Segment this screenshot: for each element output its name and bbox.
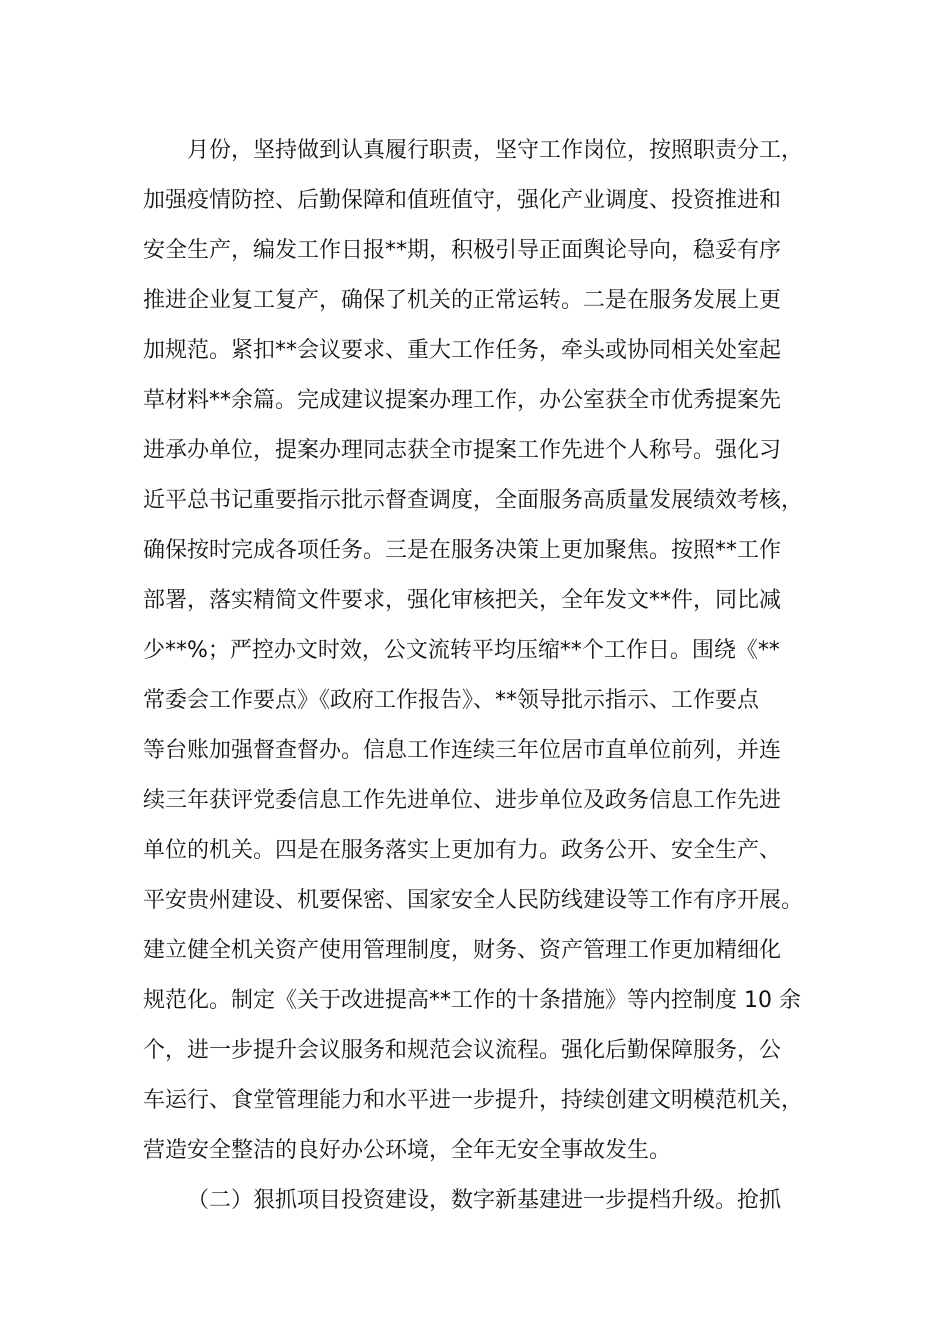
paragraph-line: 月份，坚持做到认真履行职责，坚守工作岗位，按照职责分工， bbox=[187, 138, 804, 163]
paragraph-line: 平安贵州建设、机要保密、国家安全人民防线建设等工作有序开展。 bbox=[143, 888, 804, 913]
paragraph-line: 部署，落实精简文件要求，强化审核把关，全年发文**件，同比减 bbox=[143, 588, 782, 613]
paragraph-line: 车运行、食堂管理能力和水平进一步提升，持续创建文明模范机关， bbox=[143, 1088, 804, 1113]
paragraph-line: 加规范。紧扣**会议要求、重大工作任务，牵头或协同相关处室起 bbox=[143, 338, 782, 363]
paragraph-line: 单位的机关。四是在服务落实上更加有力。政务公开、安全生产、 bbox=[143, 838, 782, 863]
paragraph-line: 加强疫情防控、后勤保障和值班值守，强化产业调度、投资推进和 bbox=[143, 188, 782, 213]
paragraph-line: 规范化。制定《关于改进提高**工作的十条措施》等内控制度 10 余 bbox=[143, 988, 801, 1013]
paragraph-line: 营造安全整洁的良好办公环境，全年无安全事故发生。 bbox=[143, 1138, 672, 1163]
paragraph-line: 等台账加强督查督办。信息工作连续三年位居市直单位前列，并连 bbox=[143, 738, 782, 763]
paragraph-line: 推进企业复工复产，确保了机关的正常运转。二是在服务发展上更 bbox=[143, 288, 782, 313]
paragraph-line: 少**%；严控办文时效，公文流转平均压缩**个工作日。围绕《** bbox=[143, 638, 780, 663]
body-text bbox=[143, 126, 833, 1226]
paragraph-line: 建立健全机关资产使用管理制度，财务、资产管理工作更加精细化 bbox=[143, 938, 782, 963]
paragraph-line: 确保按时完成各项任务。三是在服务决策上更加聚焦。按照**工作 bbox=[143, 538, 782, 563]
paragraph-line: 草材料**余篇。完成建议提案办理工作，办公室获全市优秀提案先 bbox=[143, 388, 782, 413]
paragraph-line: 近平总书记重要指示批示督查调度，全面服务高质量发展绩效考核， bbox=[143, 488, 804, 513]
paragraph-line: 个，进一步提升会议服务和规范会议流程。强化后勤保障服务，公 bbox=[143, 1038, 782, 1063]
paragraph-line: 进承办单位，提案办理同志获全市提案工作先进个人称号。强化习 bbox=[143, 438, 782, 463]
paragraph-line: 安全生产，编发工作日报**期，积极引导正面舆论导向，稳妥有序 bbox=[143, 238, 782, 263]
section-heading-line: （二）狠抓项目投资建设，数字新基建进一步提档升级。抢抓 bbox=[187, 1188, 782, 1213]
paragraph-line: 常委会工作要点》《政府工作报告》、**领导批示指示、工作要点 bbox=[143, 688, 760, 713]
paragraph-line: 续三年获评党委信息工作先进单位、进步单位及政务信息工作先进 bbox=[143, 788, 782, 813]
